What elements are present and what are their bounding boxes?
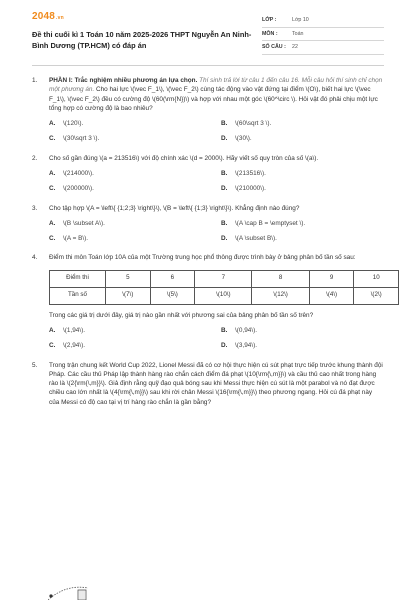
table-cell: \(7\) — [106, 287, 151, 304]
question-followup: Trong các giá trị dưới đây, giá trị nào gần nhất với phương sai của bảng phân bố tần số trên? — [49, 311, 314, 319]
document-title: Đề thi cuối kì 1 Toán 10 năm 2025-2026 THPT Nguyễn An Ninh-Bình Dương (TP.HCM) có đáp án — [32, 29, 252, 50]
option-b[interactable]: B. \(60\sqrt 3 \). — [221, 120, 272, 128]
option-b[interactable]: B. \(A \cap B = \emptyset \). — [221, 219, 306, 227]
question-number: 1. — [32, 77, 38, 85]
option-a[interactable]: A. \(B \subset A\). — [49, 219, 105, 227]
table-cell: \(5\) — [150, 287, 195, 304]
question-1 — [32, 76, 384, 144]
option-b[interactable]: B. \(0,94\). — [221, 326, 258, 334]
table-cell: 9 — [309, 270, 354, 287]
option-d[interactable]: D. \(3,94\). — [221, 342, 258, 350]
option-c[interactable]: C. \(2,94\). — [49, 342, 86, 350]
table-cell: Điểm thi — [50, 270, 106, 287]
meta-row-class: LỚP : Lớp 10 — [262, 14, 384, 28]
question-4 — [32, 253, 384, 350]
table-cell: 8 — [252, 270, 309, 287]
table-cell: \(2\) — [354, 287, 399, 304]
part-instruction: Thí sinh trả lời từ câu 1 đến câu 16. Mỗi câu hỏi thí sinh chỉ chọn một phương án. — [49, 77, 383, 94]
site-logo[interactable]: 2048.vn — [32, 11, 64, 22]
meta-row-count: SỐ CÂU : 22 — [262, 41, 384, 55]
option-c[interactable]: C. \(200000\). — [49, 185, 94, 193]
question-text: PHẦN I: Trắc nghiệm nhiều phương án lựa chọn. Thí sinh trả lời từ câu 1 đến câu 16. Mỗi câu hỏi thí sinh chỉ chọn một phương án. Cho hai lực \(\vec F_1\), \(\vec F_2\) cùng tác động vào vật đứng tại điểm \(O\), biết hai lực \(\vec F_1\), \(\vec F_2\) đều có cường độ \(60(\rm{N})\) và hợp với nhau một góc \(60^\circ \). Hỏi vật đó phải chịu một lực tổng hợp có cường độ là bao nhiêu? — [49, 77, 383, 112]
table-cell: \(10\) — [195, 287, 252, 304]
question-number: 4. — [32, 254, 38, 262]
meta-info — [262, 14, 384, 55]
question-5 — [32, 361, 384, 407]
option-c[interactable]: C. \(A = B\). — [49, 235, 89, 243]
soccer-illustration — [48, 582, 88, 600]
table-row — [50, 287, 399, 304]
table-row — [50, 270, 399, 287]
option-a[interactable]: A. \(120\). — [49, 120, 84, 128]
table-cell: 7 — [195, 270, 252, 287]
question-text: Cho tập hợp \(A = \left\{ {1;2;3} \right\}\), \(B = \left\{ {1;3} \right\}\). Khẳng định nào đúng? — [49, 204, 300, 212]
answer-options — [49, 119, 384, 144]
table-cell: Tần số — [50, 287, 106, 304]
question-number: 5. — [32, 361, 38, 369]
question-number: 3. — [32, 204, 38, 212]
meta-row-subject: MÔN : Toán — [262, 28, 384, 42]
header-divider — [32, 65, 384, 66]
table-cell: 6 — [150, 270, 195, 287]
question-2 — [32, 154, 384, 194]
option-c[interactable]: C. \(30\sqrt 3 \). — [49, 135, 100, 143]
answer-options — [49, 219, 384, 244]
document-header — [32, 10, 384, 55]
option-d[interactable]: D. \(A \subset B\). — [221, 235, 277, 243]
option-b[interactable]: B. \(213516\). — [221, 169, 266, 177]
answer-options — [49, 169, 384, 194]
option-d[interactable]: D. \(30\). — [221, 135, 252, 143]
option-d[interactable]: D. \(210000\). — [221, 185, 266, 193]
option-a[interactable]: A. \(214000\). — [49, 169, 94, 177]
option-a[interactable]: A. \(1,94\). — [49, 326, 86, 334]
table-cell: 10 — [354, 270, 399, 287]
question-text: Cho số gần đúng \(a = 213516\) với độ chính xác \(d = 2000\). Hãy viết số quy tròn của số \(a\). — [49, 154, 319, 162]
question-number: 2. — [32, 154, 38, 162]
part-heading: PHẦN I: Trắc nghiệm nhiều phương án lựa chọn. — [49, 77, 198, 85]
question-3 — [32, 204, 384, 244]
frequency-table — [49, 270, 399, 305]
table-cell: \(12\) — [252, 287, 309, 304]
table-cell: \(4\) — [309, 287, 354, 304]
question-text: Điểm thi môn Toán lớp 10A của một Trường trung học phổ thông được trình bày ở bảng phân bố tần số sau: — [49, 254, 356, 262]
table-cell: 5 — [106, 270, 151, 287]
answer-options — [49, 326, 399, 351]
question-text: Trong trận chung kết World Cup 2022, Lionel Messi đã có cơ hội thực hiện cú sút phạt trực tiếp trước khung thành đội Pháp. Các cầu thủ Pháp lập thành hàng rào chắn cách điểm đá phạt \(10{\rm{\,m}}\) và cầu thủ cao nhất trong hàng rào là \(2{\rm{\,m}}\). Giả định rằng quỹ đạo quả bóng sau khi Messi thực hiện cú sút là một parabol và nó đạt được chiều cao lớn nhất là \(4{\rm{\,m}}\) sau khi rời chân Messi \(16{\rm{\,m}}\) theo phương ngang. Hỏi cú đá phạt này của Messi có độ cao tại vị trí hàng rào chắn là gần bằng? — [49, 361, 383, 406]
